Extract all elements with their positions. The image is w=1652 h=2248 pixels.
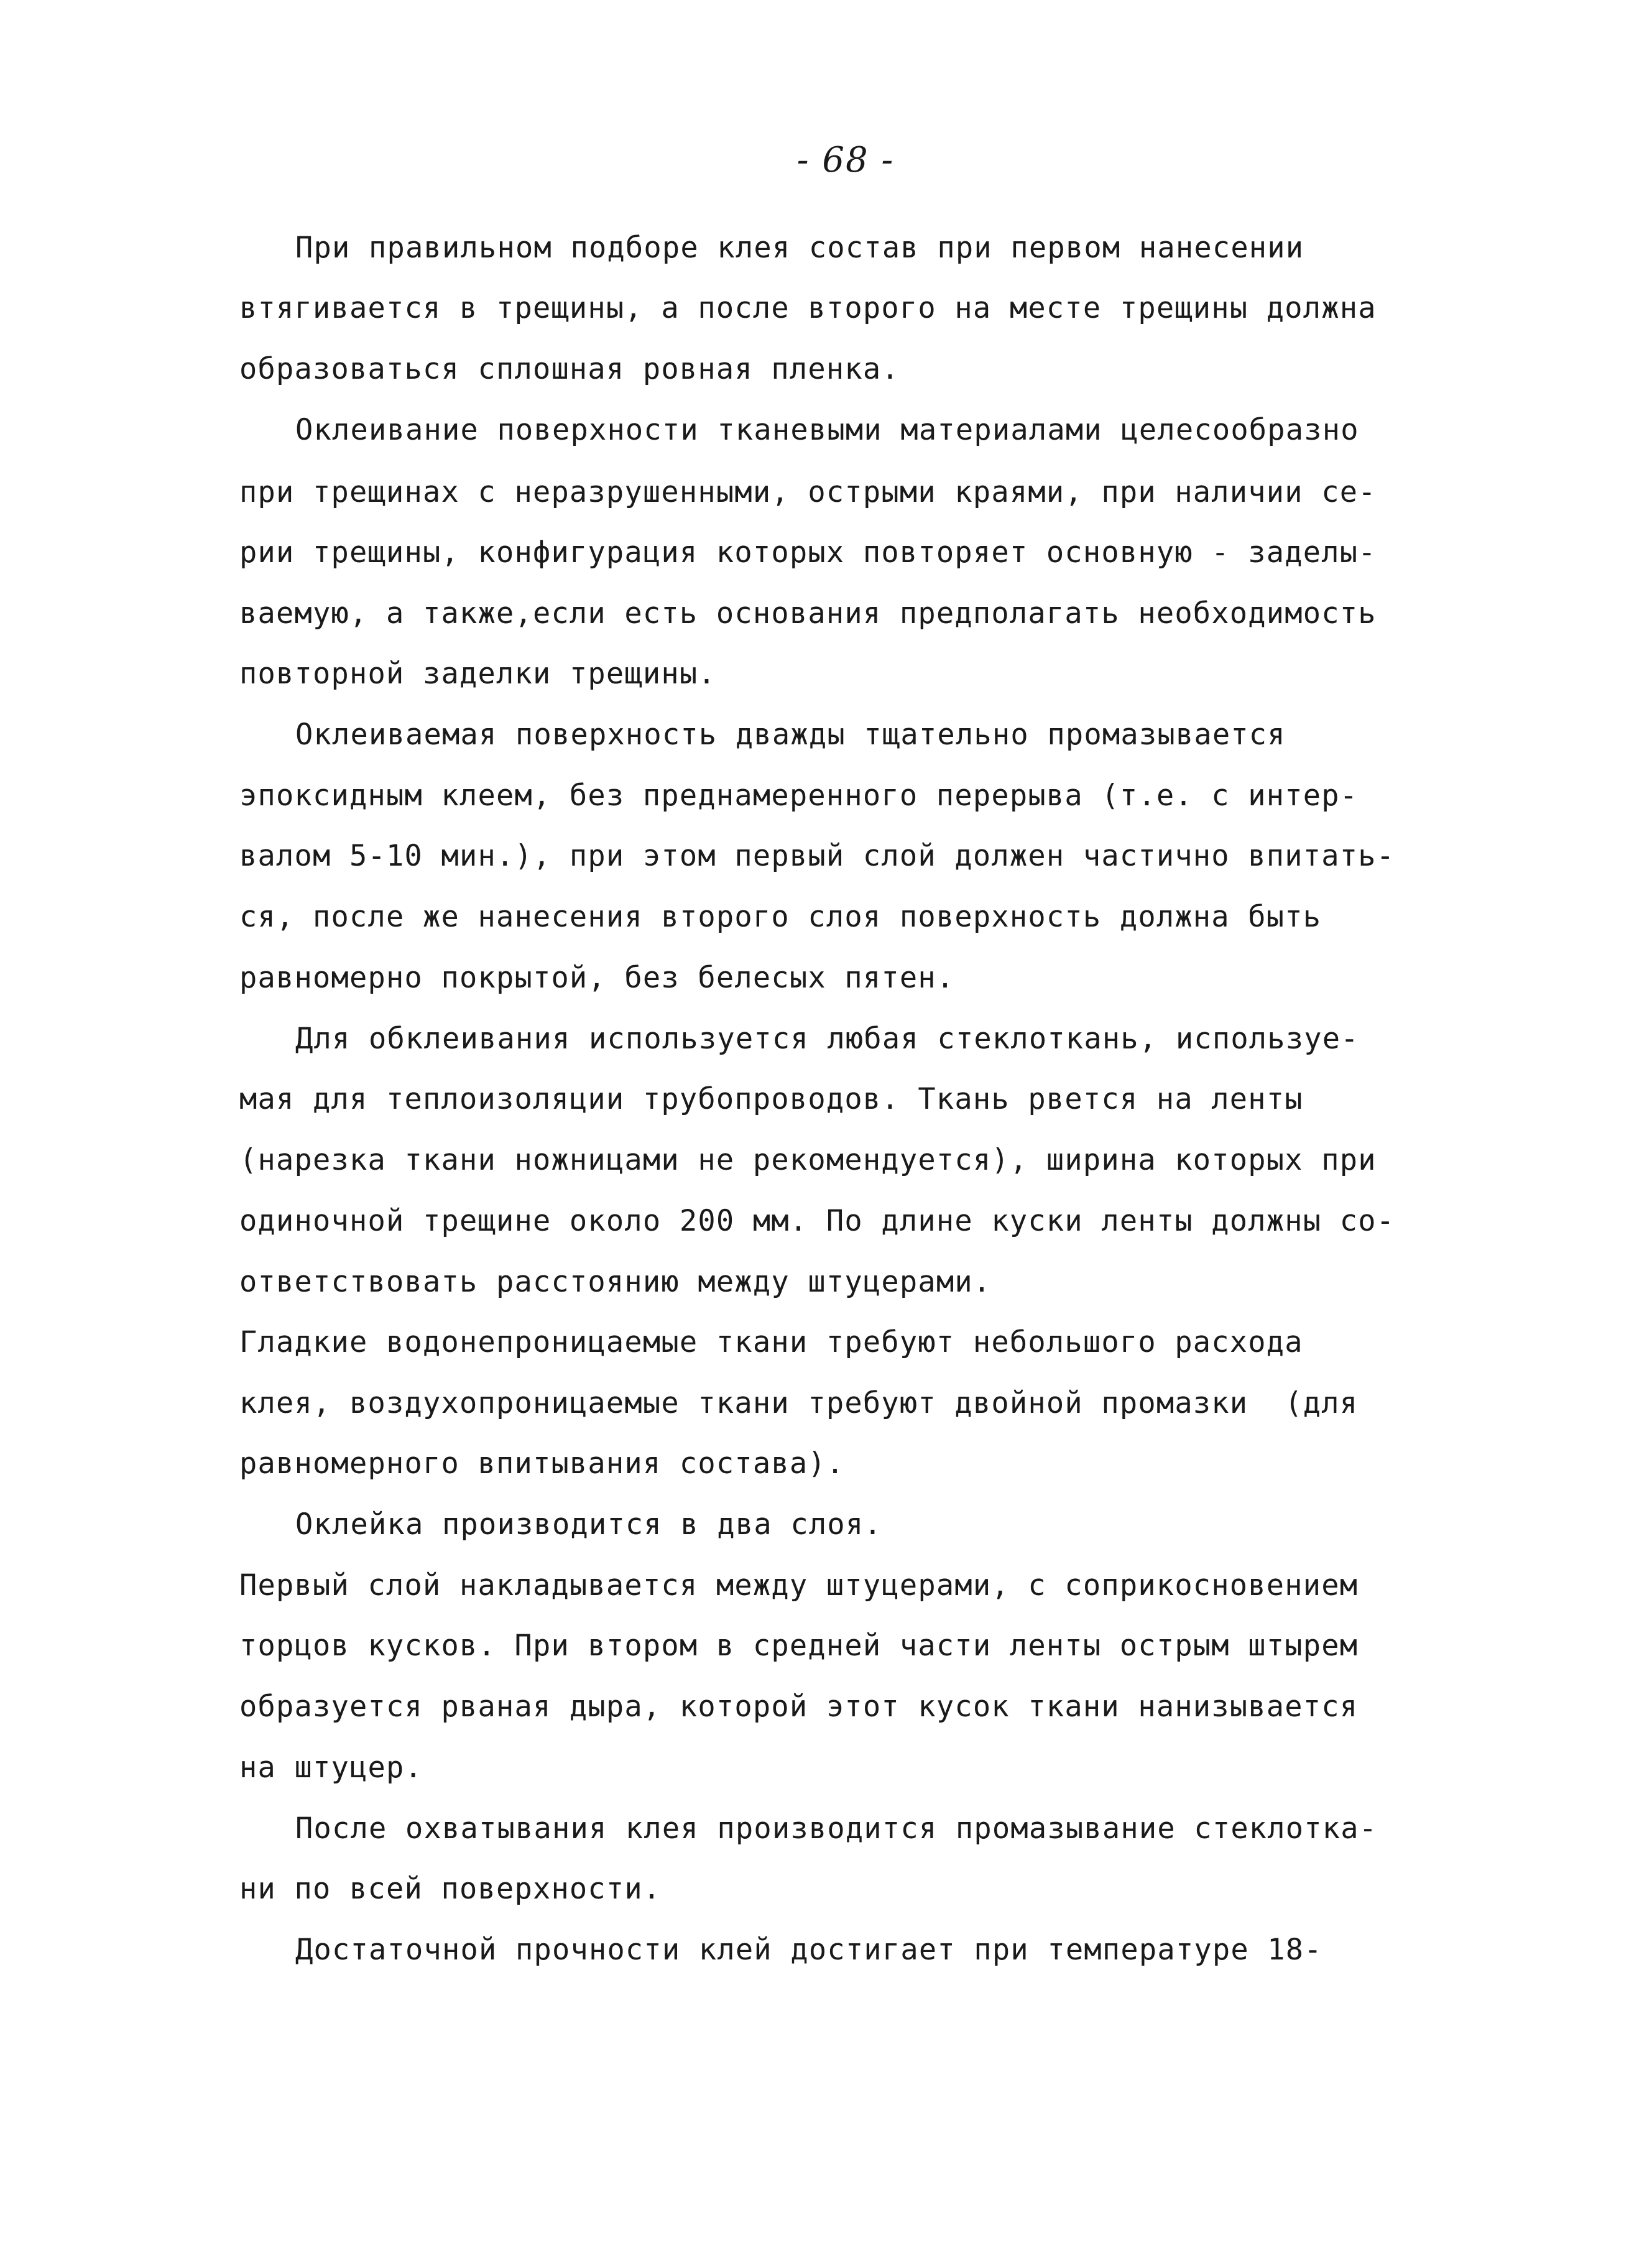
text-line: ся, после же нанесения второго слоя поверхность должна быть	[239, 900, 1322, 934]
text-line: ваемую, а также,если есть основания предполагать необходимость	[239, 596, 1377, 631]
text-line: торцов кусков. При втором в средней части ленты острым штырем	[239, 1629, 1359, 1663]
text-line: рии трещины, конфигурация которых повторяет основную - заделы-	[239, 535, 1377, 570]
text-line: равномерного впитывания состава).	[239, 1446, 845, 1481]
text-line: втягивается в трещины, а после второго на месте трещины должна	[239, 291, 1377, 325]
page-number: - 68 -	[796, 140, 895, 180]
text-line: Оклейка производится в два слоя.	[295, 1507, 882, 1542]
text-line: Для обклеивания используется любая стеклоткань, используе-	[295, 1022, 1359, 1056]
text-line: ответствовать расстоянию между штуцерами.	[239, 1265, 992, 1299]
text-line: равномерно покрытой, без белесых пятен.	[239, 961, 955, 995]
text-line: валом 5-10 мин.), при этом первый слой должен частично впитать-	[239, 839, 1395, 873]
text-line: клея, воздухопроницаемые ткани требуют двойной промазки (для	[239, 1386, 1359, 1420]
text-line: Оклеиваемая поверхность дважды тщательно промазывается	[295, 718, 1286, 752]
text-line: повторной заделки трещины.	[239, 657, 716, 691]
text-line: При правильном подборе клея состав при первом нанесении	[295, 231, 1304, 265]
text-line: эпоксидным клеем, без преднамеренного перерыва (т.е. с интер-	[239, 779, 1359, 813]
text-line: Достаточной прочности клей достигает при температуре 18-	[295, 1933, 1322, 1967]
text-line: Оклеивание поверхности тканевыми материалами целесообразно	[295, 413, 1359, 447]
text-line: образуется рваная дыра, которой этот кусок ткани нанизывается	[239, 1690, 1359, 1724]
text-line: Гладкие водонепроницаемые ткани требуют небольшого расхода	[239, 1325, 1303, 1359]
text-line: Первый слой накладывается между штуцерами, с соприкосновением	[239, 1568, 1359, 1603]
text-line: образоваться сплошная ровная пленка.	[239, 352, 900, 386]
text-line: на штуцер.	[239, 1751, 423, 1785]
text-line: одиночной трещине около 200 мм. По длине куски ленты должны со-	[239, 1204, 1395, 1238]
text-line: мая для теплоизоляции трубопроводов. Ткань рвется на ленты	[239, 1082, 1303, 1116]
text-line: После охватывания клея производится промазывание стеклотка-	[295, 1811, 1378, 1846]
text-line: ни по всей поверхности.	[239, 1872, 662, 1906]
text-line: (нарезка ткани ножницами не рекомендуется), ширина которых при	[239, 1143, 1377, 1177]
text-line: при трещинах с неразрушенными, острыми краями, при наличии се-	[239, 475, 1377, 509]
